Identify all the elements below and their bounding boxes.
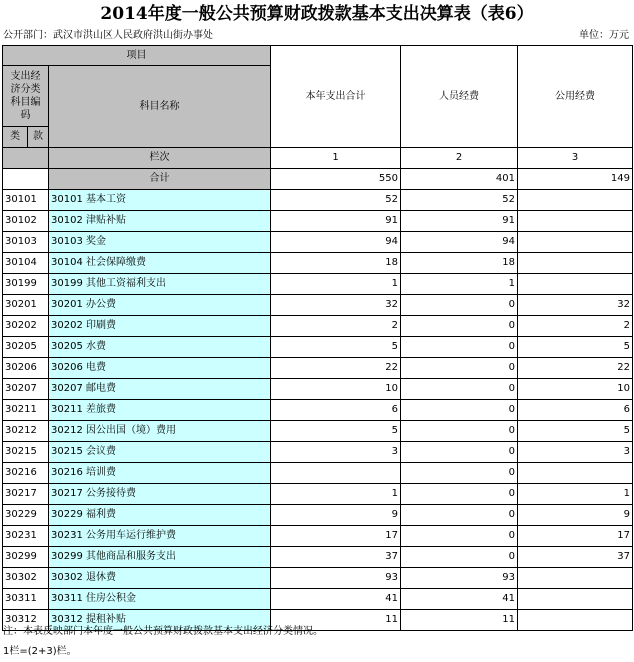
- row-total: 9: [271, 505, 401, 526]
- row-personnel: 93: [401, 568, 518, 589]
- header-col-no-label: 栏次: [49, 148, 271, 169]
- department-label: 公开部门：武汉市洪山区人民政府洪山街办事处: [3, 30, 213, 41]
- row-total: 94: [271, 232, 401, 253]
- row-subject-name: 30211 差旅费: [49, 400, 271, 421]
- table-row: [3, 568, 633, 589]
- row-code: 30206: [3, 358, 49, 379]
- row-personnel: 0: [401, 505, 518, 526]
- row-personnel: 94: [401, 232, 518, 253]
- row-total: 32: [271, 295, 401, 316]
- row-code: 30211: [3, 400, 49, 421]
- expenditure-table: [2, 45, 633, 631]
- row-subject-name: 30205 水费: [49, 337, 271, 358]
- row-total: [271, 463, 401, 484]
- table-row: [3, 442, 633, 463]
- note-1: 注：本表反映部门本年度一般公共预算财政拨款基本支出经济分类情况。: [3, 626, 323, 637]
- row-public: [518, 253, 633, 274]
- row-total: 1: [271, 274, 401, 295]
- row-code: 30229: [3, 505, 49, 526]
- row-personnel: 18: [401, 253, 518, 274]
- row-code: 30205: [3, 337, 49, 358]
- header-item: 项目: [3, 46, 271, 66]
- row-subject-name: 30207 邮电费: [49, 379, 271, 400]
- row-public: [518, 463, 633, 484]
- row-code: 30201: [3, 295, 49, 316]
- row-subject-name: 30201 办公费: [49, 295, 271, 316]
- row-personnel: 0: [401, 295, 518, 316]
- table-row: [3, 379, 633, 400]
- row-personnel: 41: [401, 589, 518, 610]
- row-code: 30231: [3, 526, 49, 547]
- total-label: 合计: [49, 169, 271, 190]
- row-public: 5: [518, 421, 633, 442]
- row-public: 10: [518, 379, 633, 400]
- row-code: 30207: [3, 379, 49, 400]
- row-subject-name: 30229 福利费: [49, 505, 271, 526]
- row-total: 3: [271, 442, 401, 463]
- row-personnel: 0: [401, 442, 518, 463]
- row-subject-name: 30299 其他商品和服务支出: [49, 547, 271, 568]
- row-code: 30102: [3, 211, 49, 232]
- row-public: [518, 610, 633, 631]
- row-total: 37: [271, 547, 401, 568]
- header-col-no-1: 1: [271, 148, 401, 169]
- table-row: [3, 400, 633, 421]
- row-personnel: 11: [401, 610, 518, 631]
- row-personnel: 0: [401, 400, 518, 421]
- table-row: [3, 589, 633, 610]
- total-total: 550: [271, 169, 401, 190]
- row-code: 30199: [3, 274, 49, 295]
- row-total: 18: [271, 253, 401, 274]
- row-subject-name: 30215 会议费: [49, 442, 271, 463]
- row-total: 11: [271, 610, 401, 631]
- row-public: 6: [518, 400, 633, 421]
- table-row: [3, 253, 633, 274]
- row-personnel: 0: [401, 484, 518, 505]
- header-col-no-3: 3: [518, 148, 633, 169]
- row-code: 30302: [3, 568, 49, 589]
- row-total: 5: [271, 337, 401, 358]
- row-personnel: 1: [401, 274, 518, 295]
- header-kuan: 款: [28, 127, 49, 148]
- row-public: [518, 274, 633, 295]
- row-subject-name: 30302 退休费: [49, 568, 271, 589]
- row-public: 1: [518, 484, 633, 505]
- row-subject-name: 30311 住房公积金: [49, 589, 271, 610]
- row-subject-name: 30101 基本工资: [49, 190, 271, 211]
- table-row: [3, 316, 633, 337]
- row-code: 30217: [3, 484, 49, 505]
- table-row: [3, 463, 633, 484]
- header-class: 类: [3, 127, 28, 148]
- row-subject-name: 30199 其他工资福利支出: [49, 274, 271, 295]
- row-subject-name: 30231 公务用车运行维护费: [49, 526, 271, 547]
- row-public: [518, 589, 633, 610]
- header-code-column: 支出经济分类科目编码: [3, 66, 49, 127]
- note-2: 1栏=(2+3)栏。: [3, 646, 77, 657]
- row-subject-name: 30206 电费: [49, 358, 271, 379]
- row-total: 5: [271, 421, 401, 442]
- total-row: [3, 169, 633, 190]
- row-public: 5: [518, 337, 633, 358]
- row-subject-name: 30102 津贴补贴: [49, 211, 271, 232]
- row-code: 30216: [3, 463, 49, 484]
- row-code: 30202: [3, 316, 49, 337]
- total-blank-cell: [3, 169, 49, 190]
- header-public: 公用经费: [518, 46, 633, 148]
- row-total: 1: [271, 484, 401, 505]
- total-public: 149: [518, 169, 633, 190]
- row-subject-name: 30202 印刷费: [49, 316, 271, 337]
- row-total: 93: [271, 568, 401, 589]
- table-row: [3, 547, 633, 568]
- row-total: 41: [271, 589, 401, 610]
- row-total: 17: [271, 526, 401, 547]
- row-public: 22: [518, 358, 633, 379]
- row-total: 6: [271, 400, 401, 421]
- row-public: 3: [518, 442, 633, 463]
- row-code: 30311: [3, 589, 49, 610]
- row-public: [518, 568, 633, 589]
- row-personnel: 0: [401, 379, 518, 400]
- row-code: 30212: [3, 421, 49, 442]
- header-subject-name: 科目名称: [49, 66, 271, 148]
- header-total: 本年支出合计: [271, 46, 401, 148]
- row-personnel: 0: [401, 337, 518, 358]
- table-row: [3, 358, 633, 379]
- row-code: 30312: [3, 610, 49, 631]
- row-subject-name: 30217 公务接待费: [49, 484, 271, 505]
- header-col-no-2: 2: [401, 148, 518, 169]
- table-row: [3, 337, 633, 358]
- row-total: 22: [271, 358, 401, 379]
- row-public: [518, 211, 633, 232]
- row-code: 30103: [3, 232, 49, 253]
- row-code: 30299: [3, 547, 49, 568]
- row-personnel: 0: [401, 547, 518, 568]
- row-personnel: 0: [401, 316, 518, 337]
- total-personnel: 401: [401, 169, 518, 190]
- header-personnel: 人员经费: [401, 46, 518, 148]
- row-public: 32: [518, 295, 633, 316]
- row-public: 17: [518, 526, 633, 547]
- row-total: 52: [271, 190, 401, 211]
- row-subject-name: 30312 提租补贴: [49, 610, 271, 631]
- row-total: 10: [271, 379, 401, 400]
- row-public: 37: [518, 547, 633, 568]
- row-code: 30215: [3, 442, 49, 463]
- row-code: 30104: [3, 253, 49, 274]
- row-total: 91: [271, 211, 401, 232]
- row-personnel: 52: [401, 190, 518, 211]
- table-row: [3, 274, 633, 295]
- row-public: [518, 232, 633, 253]
- unit-label: 单位：万元: [579, 30, 629, 41]
- row-subject-name: 30103 奖金: [49, 232, 271, 253]
- row-public: 9: [518, 505, 633, 526]
- row-personnel: 91: [401, 211, 518, 232]
- table-row: [3, 295, 633, 316]
- row-personnel: 0: [401, 358, 518, 379]
- row-code: 30101: [3, 190, 49, 211]
- table-row: [3, 505, 633, 526]
- row-personnel: 0: [401, 421, 518, 442]
- row-public: 2: [518, 316, 633, 337]
- table-row: [3, 211, 633, 232]
- row-personnel: 0: [401, 526, 518, 547]
- row-personnel: 0: [401, 463, 518, 484]
- table-row: [3, 484, 633, 505]
- row-subject-name: 30216 培训费: [49, 463, 271, 484]
- table-row: [3, 190, 633, 211]
- table-row: [3, 526, 633, 547]
- row-public: [518, 190, 633, 211]
- row-subject-name: 30212 因公出国（境）费用: [49, 421, 271, 442]
- page-title: 2014年度一般公共预算财政拨款基本支出决算表（表6）: [100, 4, 534, 24]
- row-total: 2: [271, 316, 401, 337]
- header-blank-cell: [3, 148, 49, 169]
- table-row: [3, 232, 633, 253]
- row-subject-name: 30104 社会保障缴费: [49, 253, 271, 274]
- table-row: [3, 421, 633, 442]
